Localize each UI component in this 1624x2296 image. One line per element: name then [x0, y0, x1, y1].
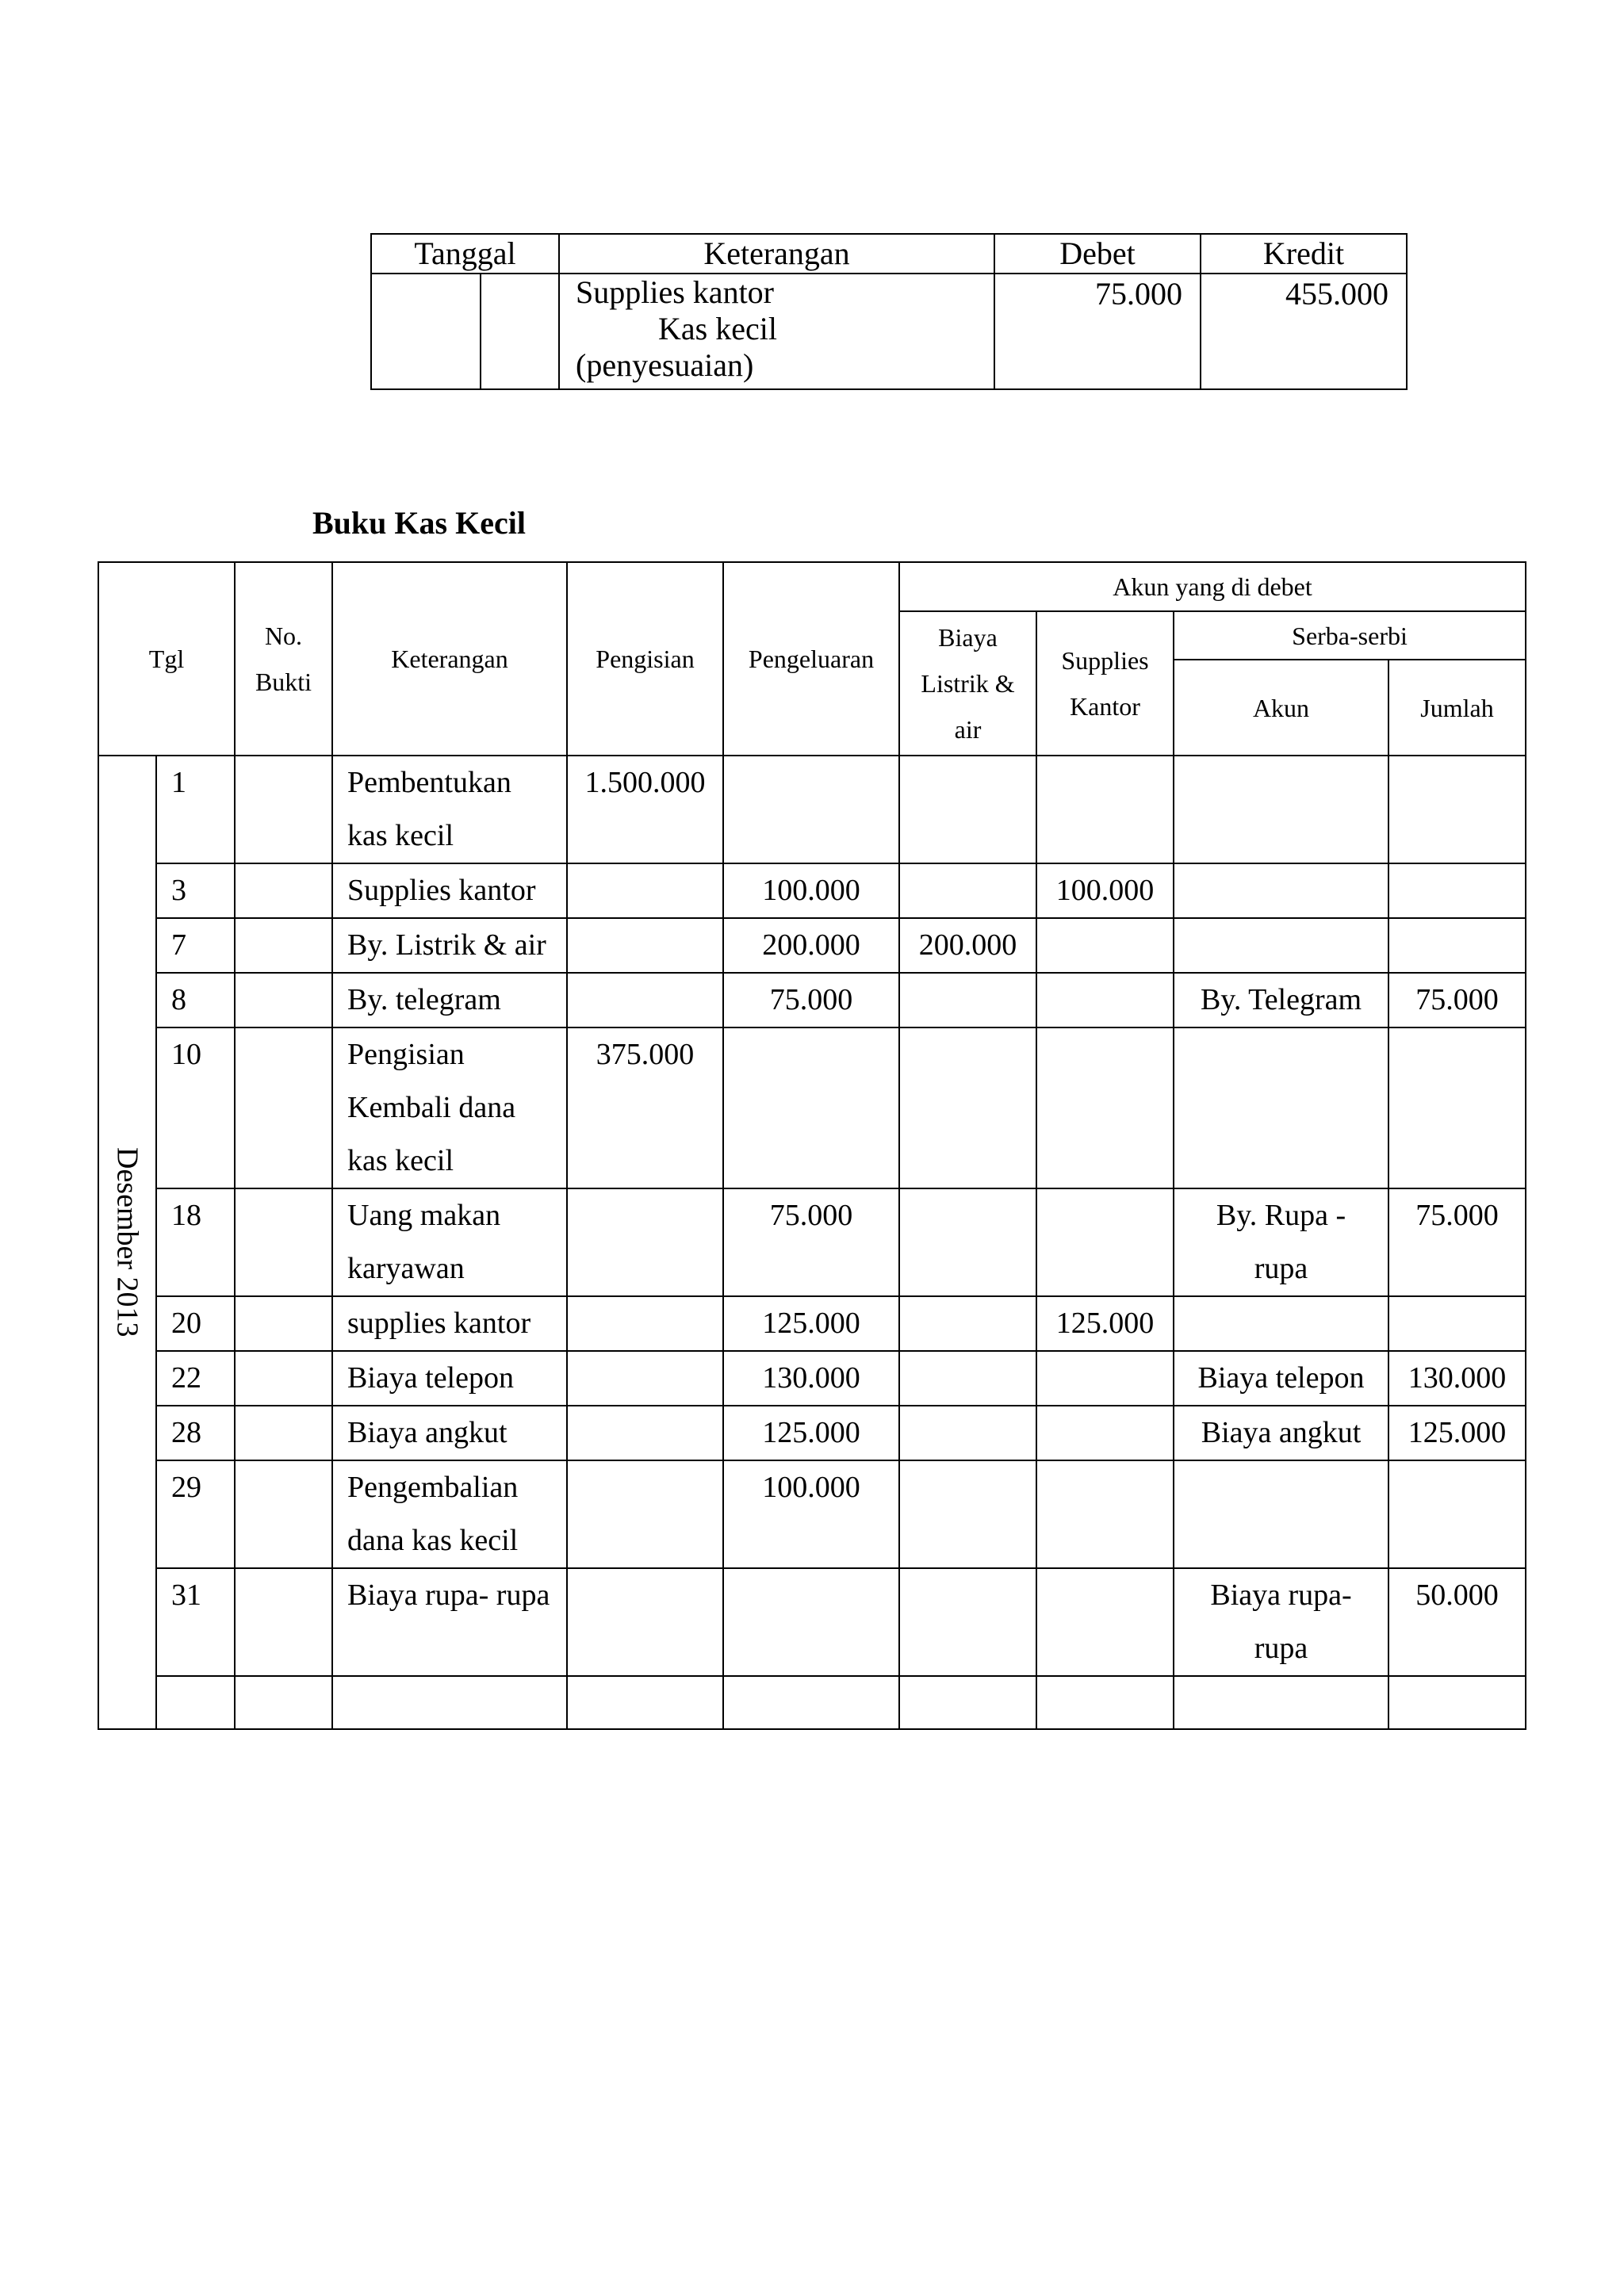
cell-biaya-listrik [899, 1568, 1036, 1676]
table-row [98, 1296, 1526, 1351]
journal-table [370, 233, 1408, 390]
cell-keterangan-line2: karyawan [347, 1252, 465, 1285]
cell-tgl [156, 1568, 235, 1676]
header-pengisian: Pengisian [567, 562, 723, 756]
header-biaya-listrik [899, 611, 1036, 756]
cell-akun-line2: rupa [1254, 1632, 1308, 1665]
cell-pengeluaran [723, 1406, 899, 1460]
empty-cell [899, 1676, 1036, 1729]
cell-akun-line1: Biaya rupa- [1210, 1578, 1352, 1612]
cell-keterangan [332, 1351, 567, 1406]
cell-pengeluaran [723, 1568, 899, 1676]
header-supplies-line2: Kantor [1070, 692, 1140, 721]
cell-tgl-line1: 8 [171, 983, 186, 1016]
cell-biaya-listrik-line1: 200.000 [918, 928, 1017, 962]
cell-keterangan-line1: Biaya rupa- rupa [347, 1578, 550, 1612]
cell-tgl [156, 1460, 235, 1568]
cell-jumlah-line1: 130.000 [1408, 1361, 1507, 1395]
cell-tgl-line1: 22 [171, 1361, 201, 1395]
cell-keterangan-line1: Biaya angkut [347, 1416, 508, 1449]
cell-supplies-kantor [1036, 1296, 1174, 1351]
cell-biaya-listrik [899, 1027, 1036, 1188]
cell-tgl [156, 1406, 235, 1460]
cell-jumlah-line1: 50.000 [1415, 1578, 1499, 1612]
cell-pengisian [567, 918, 723, 973]
cell-jumlah-line1: 75.000 [1415, 1199, 1499, 1232]
journal-header-keterangan: Keterangan [559, 234, 994, 274]
empty-cell [332, 1676, 567, 1729]
cell-keterangan [332, 973, 567, 1027]
cell-no-bukti [235, 863, 332, 918]
cell-pengisian [567, 1027, 723, 1188]
cell-keterangan-line1: supplies kantor [347, 1307, 531, 1340]
cell-pengisian [567, 1406, 723, 1460]
cell-akun-line1: Biaya telepon [1197, 1361, 1365, 1395]
cell-pengeluaran [723, 863, 899, 918]
cell-pengeluaran [723, 756, 899, 863]
cell-pengeluaran-line1: 125.000 [762, 1307, 860, 1340]
journal-entry-row [371, 274, 1407, 389]
cell-tgl [156, 756, 235, 863]
cell-keterangan [332, 863, 567, 918]
cell-akun [1174, 918, 1388, 973]
header-pengeluaran: Pengeluaran [723, 562, 899, 756]
header-listrik-line1: Biaya [938, 623, 998, 652]
cell-supplies-kantor [1036, 1027, 1174, 1188]
cell-pengisian [567, 1188, 723, 1296]
cell-jumlah [1388, 756, 1526, 863]
header-keterangan: Keterangan [332, 562, 567, 756]
cell-akun [1174, 863, 1388, 918]
cell-keterangan-line1: Pengembalian [347, 1471, 519, 1504]
table-row [98, 1406, 1526, 1460]
cell-pengeluaran-line1: 75.000 [769, 1199, 853, 1232]
cell-supplies-kantor [1036, 918, 1174, 973]
cell-keterangan [332, 918, 567, 973]
cell-keterangan-line1: Biaya telepon [347, 1361, 514, 1395]
cell-tgl-line1: 10 [171, 1038, 201, 1071]
cell-supplies-kantor-line1: 125.000 [1055, 1307, 1155, 1340]
cell-pengisian [567, 1460, 723, 1568]
table-row [98, 1568, 1526, 1676]
cell-jumlah [1388, 863, 1526, 918]
cell-jumlah [1388, 1027, 1526, 1188]
cell-no-bukti [235, 1296, 332, 1351]
petty-cash-book-table [98, 561, 1526, 1730]
journal-credit-account: Kas kecil [658, 311, 777, 346]
journal-note: (penyesuaian) [576, 347, 754, 383]
cell-akun [1174, 1460, 1388, 1568]
cell-biaya-listrik [899, 1460, 1036, 1568]
journal-debit-account: Supplies kantor [576, 274, 774, 310]
cell-no-bukti [235, 1568, 332, 1676]
header-row-1 [98, 562, 1526, 611]
header-supplies-kantor [1036, 611, 1174, 756]
cell-keterangan-line1: Pembentukan [347, 766, 511, 799]
table-row [98, 918, 1526, 973]
cell-jumlah [1388, 918, 1526, 973]
cell-keterangan [332, 1027, 567, 1188]
empty-cell [723, 1676, 899, 1729]
header-no-bukti-line2: Bukti [255, 668, 312, 696]
cell-pengeluaran [723, 918, 899, 973]
cell-pengeluaran [723, 1296, 899, 1351]
cell-jumlah [1388, 1568, 1526, 1676]
journal-kredit-value: 455.000 [1201, 274, 1407, 389]
table-row [98, 1351, 1526, 1406]
cell-keterangan-line2: Kembali dana [347, 1091, 516, 1124]
cell-tgl [156, 1296, 235, 1351]
empty-cell [235, 1676, 332, 1729]
cell-biaya-listrik [899, 973, 1036, 1027]
cell-pengisian-line1: 1.500.000 [584, 766, 706, 799]
header-no-bukti [235, 562, 332, 756]
cell-pengeluaran [723, 973, 899, 1027]
cell-keterangan [332, 1188, 567, 1296]
cell-no-bukti [235, 1351, 332, 1406]
header-akun-debet: Akun yang di debet [899, 562, 1526, 611]
cell-keterangan-line3: kas kecil [347, 1144, 454, 1177]
cell-pengisian [567, 1296, 723, 1351]
cell-akun [1174, 1351, 1388, 1406]
cell-pengisian [567, 1568, 723, 1676]
cell-pengeluaran [723, 1460, 899, 1568]
cell-supplies-kantor [1036, 1351, 1174, 1406]
journal-debet-value: 75.000 [994, 274, 1201, 389]
header-listrik-line3: air [954, 715, 982, 744]
cell-jumlah [1388, 1296, 1526, 1351]
cell-keterangan-line1: Supplies kantor [347, 874, 536, 907]
cell-no-bukti [235, 1406, 332, 1460]
cell-pengeluaran [723, 1188, 899, 1296]
cell-biaya-listrik [899, 1188, 1036, 1296]
cell-tgl-line1: 20 [171, 1307, 201, 1340]
cell-pengisian [567, 1351, 723, 1406]
cell-jumlah [1388, 1351, 1526, 1406]
cell-tgl [156, 1027, 235, 1188]
cell-jumlah [1388, 1406, 1526, 1460]
header-listrik-line2: Listrik & [921, 669, 1015, 698]
cell-keterangan-line1: By. Listrik & air [347, 928, 546, 962]
cell-keterangan [332, 1460, 567, 1568]
cell-akun [1174, 1406, 1388, 1460]
section-title: Buku Kas Kecil [312, 505, 526, 541]
cell-akun-line2: rupa [1254, 1252, 1308, 1285]
month-cell [98, 756, 156, 1729]
cell-no-bukti [235, 1027, 332, 1188]
cell-biaya-listrik [899, 918, 1036, 973]
cell-jumlah [1388, 1460, 1526, 1568]
cell-tgl-line1: 18 [171, 1199, 201, 1232]
empty-cell [1036, 1676, 1174, 1729]
cell-akun [1174, 1296, 1388, 1351]
header-jumlah: Jumlah [1388, 660, 1526, 756]
cell-akun [1174, 1027, 1388, 1188]
cell-supplies-kantor [1036, 1188, 1174, 1296]
cell-pengeluaran-line1: 125.000 [762, 1416, 860, 1449]
cell-supplies-kantor [1036, 973, 1174, 1027]
cell-pengisian [567, 863, 723, 918]
empty-cell [1388, 1676, 1526, 1729]
cell-tgl [156, 918, 235, 973]
cell-pengeluaran-line1: 100.000 [762, 1471, 860, 1504]
month-label: Desember 2013 [110, 1147, 144, 1337]
cell-akun-line1: Biaya angkut [1201, 1416, 1362, 1449]
journal-ref-cell [481, 274, 559, 389]
cell-no-bukti [235, 1188, 332, 1296]
header-supplies-line1: Supplies [1061, 646, 1149, 675]
cell-no-bukti [235, 1460, 332, 1568]
cell-supplies-kantor [1036, 756, 1174, 863]
journal-header-tanggal: Tanggal [371, 234, 559, 274]
journal-header-row [371, 234, 1407, 274]
header-tgl: Tgl [98, 562, 235, 756]
cell-supplies-kantor-line1: 100.000 [1055, 874, 1155, 907]
cell-keterangan [332, 1296, 567, 1351]
cell-supplies-kantor [1036, 1460, 1174, 1568]
cell-pengeluaran-line1: 100.000 [762, 874, 860, 907]
cell-tgl-line1: 7 [171, 928, 186, 962]
cell-no-bukti [235, 918, 332, 973]
cell-keterangan [332, 1406, 567, 1460]
cell-akun-line1: By. Telegram [1200, 983, 1362, 1016]
cell-jumlah-line1: 125.000 [1408, 1416, 1507, 1449]
journal-keterangan-cell [559, 274, 994, 389]
cell-keterangan-line1: Pengisian [347, 1038, 465, 1071]
cell-tgl [156, 973, 235, 1027]
table-row [98, 973, 1526, 1027]
cell-pengisian [567, 756, 723, 863]
table-row-empty [98, 1676, 1526, 1729]
cell-keterangan-line2: kas kecil [347, 819, 454, 852]
cell-keterangan-line1: By. telegram [347, 983, 501, 1016]
cell-tgl-line1: 3 [171, 874, 186, 907]
cell-biaya-listrik [899, 1406, 1036, 1460]
table-row [98, 756, 1526, 863]
petty-cash-rows [98, 756, 1526, 1729]
cell-pengeluaran [723, 1027, 899, 1188]
cell-biaya-listrik [899, 1351, 1036, 1406]
empty-cell [1174, 1676, 1388, 1729]
cell-pengeluaran-line1: 130.000 [762, 1361, 860, 1395]
empty-cell [156, 1676, 235, 1729]
cell-pengeluaran-line1: 200.000 [762, 928, 860, 962]
cell-keterangan-line2: dana kas kecil [347, 1524, 519, 1557]
cell-jumlah-line1: 75.000 [1415, 983, 1499, 1016]
cell-tgl-line1: 28 [171, 1416, 201, 1449]
cell-akun [1174, 756, 1388, 863]
cell-keterangan-line1: Uang makan [347, 1199, 501, 1232]
journal-header-kredit: Kredit [1201, 234, 1407, 274]
cell-biaya-listrik [899, 756, 1036, 863]
header-serba-serbi: Serba-serbi [1174, 611, 1526, 660]
header-no-bukti-line1: No. [264, 622, 303, 650]
cell-akun [1174, 1188, 1388, 1296]
cell-pengisian-line1: 375.000 [596, 1038, 695, 1071]
table-row [98, 863, 1526, 918]
cell-no-bukti [235, 973, 332, 1027]
cell-keterangan [332, 1568, 567, 1676]
cell-tgl [156, 1188, 235, 1296]
journal-header-debet: Debet [994, 234, 1201, 274]
cell-akun [1174, 1568, 1388, 1676]
cell-tgl [156, 863, 235, 918]
cell-jumlah [1388, 973, 1526, 1027]
cell-akun [1174, 973, 1388, 1027]
header-akun: Akun [1174, 660, 1388, 756]
cell-no-bukti [235, 756, 332, 863]
cell-biaya-listrik [899, 863, 1036, 918]
cell-tgl-line1: 1 [171, 766, 186, 799]
cell-pengeluaran-line1: 75.000 [769, 983, 853, 1016]
cell-supplies-kantor [1036, 1406, 1174, 1460]
cell-supplies-kantor [1036, 863, 1174, 918]
cell-jumlah [1388, 1188, 1526, 1296]
cell-supplies-kantor [1036, 1568, 1174, 1676]
cell-tgl [156, 1351, 235, 1406]
cell-keterangan [332, 756, 567, 863]
cell-pengisian [567, 973, 723, 1027]
cell-biaya-listrik [899, 1296, 1036, 1351]
empty-cell [567, 1676, 723, 1729]
cell-tgl-line1: 29 [171, 1471, 201, 1504]
cell-tgl-line1: 31 [171, 1578, 201, 1612]
journal-date-cell [371, 274, 481, 389]
table-row [98, 1188, 1526, 1296]
cell-akun-line1: By. Rupa - [1216, 1199, 1346, 1232]
table-row [98, 1027, 1526, 1188]
table-row [98, 1460, 1526, 1568]
cell-pengeluaran [723, 1351, 899, 1406]
